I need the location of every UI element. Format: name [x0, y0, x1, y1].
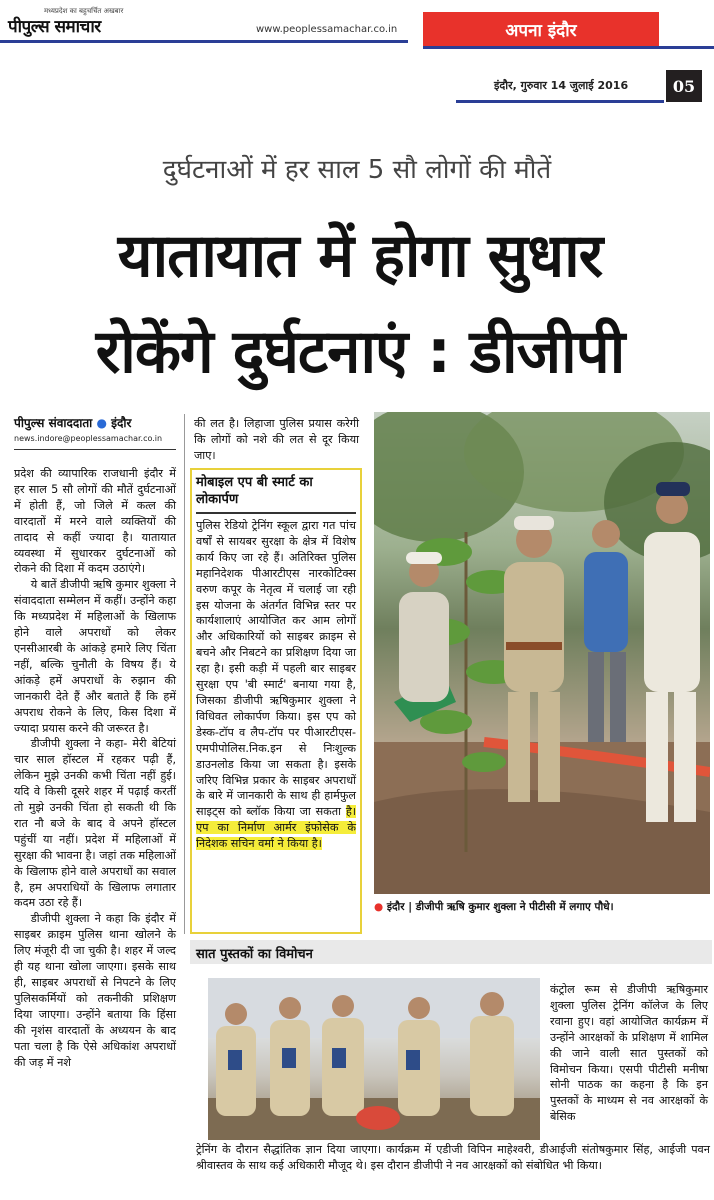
article-column-1 — [14, 466, 176, 1070]
paragraph: कंट्रोल रूम से डीजीपी ऋषिकुमार शुक्ला पुलिस ट्रेनिंग कॉलेज के लिए रवाना हुए। वहां आयोजित कार्यक्रम में उन्होंने आरक्षकों के प्रशिक्षण में शामिल की जाने वाली सात पुस्तकों को विमोचन किया। एसपी पीटीसी मनीषा सोनी पाठक का कहना है कि इन पुस्तकों के माध्यम से नव आरक्षकों के बेसिक — [550, 983, 708, 1124]
masthead-logo: पीपुल्स समाचार — [8, 17, 101, 37]
bullet-icon: ● — [96, 416, 107, 430]
caption-place: इंदौर — [386, 901, 405, 913]
box-body — [196, 518, 356, 852]
dateline-rule — [456, 100, 664, 103]
website-url[interactable]: www.peoplessamachar.co.in — [256, 24, 398, 35]
book-launch-photo — [208, 978, 540, 1140]
column-divider — [184, 414, 185, 934]
paragraph: ये बातें डीजीपी ऋषि कुमार शुक्ला ने संवाददाता सम्मेलन में कहीं। उन्होंने कहा कि मध्यप्रदेश में महिलाओं के खिलाफ होने वाले अपराधों को लेकर एनसीआरबी के आंकड़े हमारे लिए चिंता नहीं, बल्कि चुनौती के विषय हैं। ये आंकड़े हमें अपराधों के रुझान की जानकारी देते हैं और बताते हैं कि हमें अपराध रोकने के लिए, किस दिशा में ज्यादा प्रयास करने की जरूरत है। — [14, 578, 176, 735]
header-rule-right — [423, 46, 714, 49]
subsection-title: सात पुस्तकों का विमोचन — [196, 947, 313, 962]
byline-rule — [14, 449, 176, 450]
byline-place: इंदौर — [111, 416, 132, 430]
box-title-rule — [196, 512, 356, 514]
photo-illustration — [208, 978, 540, 1140]
photo-caption: ● इंदौर | डीजीपी ऋषि कुमार शुक्ला ने पीटीसी में लगाए पौधे। — [374, 901, 614, 913]
tree-planting-photo — [374, 412, 710, 894]
paragraph: डीजीपी शुक्ला ने कहा- मेरी बेटियां चार साल हॉस्टल में रहकर पढ़ी हैं, लेकिन मुझे उनकी कभी चिंता नहीं हुई। यदि वे किसी दूसरे शहर में पढ़ाई करतीं तो मुझे उनकी चिंता हो सकती थी कि रात नौ बजे के बाद वे अपने हॉस्टल पहुंचीं या नहीं। प्रदेश में महिलाओं में सुरक्षा की भावना है। जहां तक महिलाओं के खिलाफ होने वाले अपराधों का सवाल है, हम अपराधियों के खिलाफ लगातार कदम उठा रहे हैं। — [14, 737, 176, 910]
paragraph: ट्रेनिंग के दौरान सैद्धांतिक ज्ञान दिया जाएगा। कार्यक्रम में एडीजी विपिन माहेश्वरी, डीआईजी संतोषकुमार सिंह, आईजी पवन श्रीवास्तव के साथ कई अधिकारी मौजूद थे। इस दौरान डीजीपी ने नव आरक्षकों को संबोधित भी किया। — [196, 1143, 710, 1172]
masthead-tagline: मध्यप्रदेश का बहुचर्चित अखबार — [44, 7, 124, 15]
headline-line-1: यातायात में होगा सुधार — [117, 221, 603, 291]
header-rule — [0, 40, 408, 43]
box-title: मोबाइल एप बी स्मार्ट का लोकार्पण — [196, 475, 313, 507]
paragraph: डीजीपी शुक्ला ने कहा कि इंदौर में साइबर क्राइम पुलिस थाना खोलने के लिए मंजूरी दी जा चुकी है। शहर में जल्द ही यह थाना खोला जाएगा। इसके साथ ही, साइबर अपराधों से निपटने के लिए पुलिसकर्मियों को तकनीकी प्रशिक्षण दिया जाएगा। उन्होंने बताया कि हिंसा की नृशंस वारदातों के अध्ययन के बाद पता चला है कि ऐसे अधिकांश अपराधों की जड़ में नशे — [14, 912, 176, 1069]
byline-reporter: पीपुल्स संवाददाता — [14, 416, 93, 430]
article-column-2-top — [194, 416, 359, 464]
headline-line-2: रोकेंगे दुर्घटनाएं : डीजीपी — [95, 317, 625, 387]
paragraph — [196, 518, 356, 852]
photo-illustration — [374, 412, 710, 894]
section2-bottom-text — [196, 1142, 710, 1174]
paragraph: की लत है। लिहाजा पुलिस प्रयास करेगी कि लोगों को नशे की लत से दूर किया जाए। — [194, 417, 359, 462]
paragraph: प्रदेश की व्यापारिक राजधानी इंदौर में हर साल 5 सौ लोगों की मौतें दुर्घटनाओं में होती हैं, जो जिले में कत्ल की वारदातों में मरने वाले व्यक्तियों की तादाद से कहीं ज्यादा है। यातायात व्यवस्था में सुधारकर दुर्घटनाओं को रोकने की दिशा में कदम उठाएंगे। — [14, 467, 176, 576]
section-label: अपना इंदौर — [423, 12, 659, 46]
section2-column — [550, 982, 708, 1125]
highlighted-text: है। एप का निर्माण आर्मर इंफोसेक के निदेशक सचिन वर्मा ने किया है। — [196, 805, 357, 851]
caption-text: डीजीपी ऋषि कुमार शुक्ला ने पीटीसी में लगाए पौधे। — [415, 901, 614, 913]
page-number: 05 — [666, 70, 702, 102]
bullet-icon: ● — [374, 901, 384, 913]
byline-email[interactable]: news.indore@peoplessamachar.co.in — [14, 434, 163, 443]
dateline: इंदौर, गुरुवार 14 जुलाई 2016 — [494, 79, 629, 92]
box-body-text: पुलिस रेडियो ट्रेनिंग स्कूल द्वारा गत पांच वर्षों से सायबर सुरक्षा के क्षेत्र में विशेष कार्य किए जा रहे हैं। अतिरिक्त पुलिस महानिदेशक पीआरटीएस नारकोटिक्स वरुण कपूर के नेतृत्व में चलाई जा रही इस योजना के अंतर्गत विभिन्न स्तर पर कार्यशालाएं आयोजित कर आम लोगों और अधिकारियों को साइबर क्राइम से बचने और निबटने का प्रशिक्षण दिया जा रहा है। इसी कड़ी में पहली बार साइबर सुरक्षा एप 'बी स्मार्ट' बनाया गया है, जिसका डीजीपी ऋषिकुमार शुक्ला ने विधिवत लोकार्पण किया। इस एप को डेस्क-टॉप व लैप-टॉप पर पीआरटीएस-एमपीपोलिस.निक.इन से निःशुल्क डाउनलोड किया जा सकता है। इसके जरिए विभिन्न प्रकार के साइबर अपराधों के बारे में जानकारी के साथ ही हार्मफुल साइट्स को ब्लॉक किया जा सकता — [196, 519, 356, 819]
kicker-headline: दुर्घटनाओं में हर साल 5 सौ लोगों की मौतें — [162, 155, 552, 185]
byline — [14, 414, 131, 431]
